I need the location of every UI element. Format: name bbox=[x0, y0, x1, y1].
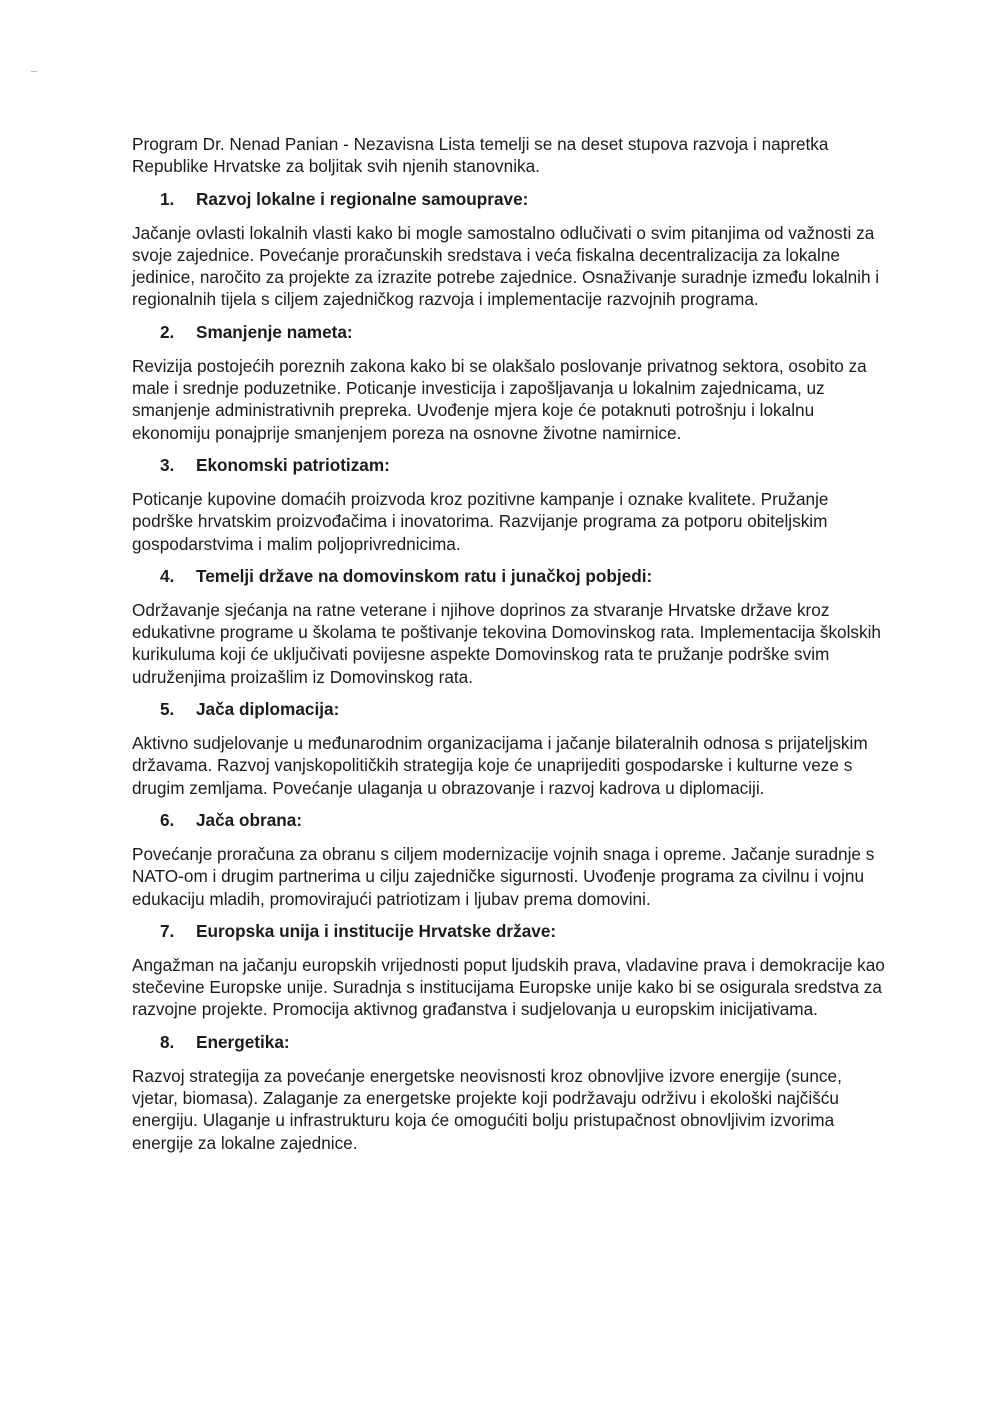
section-6 bbox=[132, 809, 892, 910]
section-body: Revizija postojećih poreznih zakona kako bi se olakšalo poslovanje privatnog sektora, osobito za male i srednje poduzetnike. Poticanje investicija i zapošljavanja u lokalnim zajednicama, uz smanjenje administrativnih prepreka. Uvođenje mjera koje će potaknuti potrošnju i lokalnu ekonomiju ponajprije smanjenjem poreza na osnovne životne namirnice. bbox=[132, 355, 867, 443]
section-number: 2. bbox=[160, 321, 175, 342]
section-number: 5. bbox=[160, 699, 175, 720]
section-1 bbox=[132, 188, 892, 311]
section-heading bbox=[160, 920, 892, 942]
section-heading bbox=[160, 698, 892, 720]
section-title: Europska unija i institucije Hrvatske države: bbox=[196, 920, 557, 941]
intro-paragraph: Program Dr. Nenad Panian - Nezavisna Lista temelji se na deset stupova razvoja i napretka Republike Hrvatske za boljitak svih njenih stanovnika. bbox=[132, 134, 829, 177]
section-body: Aktivno sudjelovanje u međunarodnim organizacijama i jačanje bilateralnih odnosa s prijateljskim državama. Razvoj vanjskopolitičkih strategija koje će unaprijediti gospodarske i kulturne veze s drugim zemljama. Povećanje ulaganja u obrazovanje i razvoj kadrova u diplomaciji. bbox=[132, 733, 868, 798]
section-title: Temelji države na domovinskom ratu i junačkoj pobjedi: bbox=[196, 565, 653, 586]
section-8 bbox=[132, 1031, 892, 1154]
section-title: Jača diplomacija: bbox=[196, 699, 340, 720]
section-heading bbox=[160, 809, 892, 831]
section-number: 3. bbox=[160, 454, 175, 475]
section-title: Jača obrana: bbox=[196, 809, 303, 830]
document-page bbox=[132, 133, 892, 1164]
section-number: 1. bbox=[160, 188, 175, 209]
section-body: Angažman na jačanju europskih vrijednosti poput ljudskih prava, vladavine prava i demokracije kao stečevine Europske unije. Suradnja s institucijama Europske unije kako bi se osigurala sredstva za razvojne projekte. Promocija aktivnog građanstva i sudjelovanja u europskim inicijativama. bbox=[132, 954, 885, 1020]
section-2 bbox=[132, 321, 892, 444]
section-body: Održavanje sjećanja na ratne veterane i njihove doprinos za stvaranje Hrvatske države kroz edukativne programe u školama te poštivanje tekovina Domovinskog rata. Implementacija školskih kurikuluma koji će uključivati povijesne aspekte Domovinskog rata te pružanje podrške svim udruženjima proizašlim iz Domovinskog rata. bbox=[132, 599, 881, 687]
section-3 bbox=[132, 454, 892, 555]
section-heading bbox=[160, 188, 892, 210]
section-heading bbox=[160, 454, 892, 476]
section-number: 8. bbox=[160, 1031, 175, 1052]
section-body: Razvoj strategija za povećanje energetske neovisnosti kroz obnovljive izvore energije (sunce, vjetar, biomasa). Zalaganje za energetske projekte koji podržavaju održivu i ekološki najčišću energiju. Ulaganje u infrastrukturu koja će omogućiti bolju pristupačnost obnovljivim izvorima energije za lokalne zajednice. bbox=[132, 1065, 842, 1153]
section-heading bbox=[160, 565, 892, 587]
section-title: Razvoj lokalne i regionalne samouprave: bbox=[196, 188, 529, 209]
section-5 bbox=[132, 698, 892, 799]
section-number: 7. bbox=[160, 920, 175, 941]
section-body: Poticanje kupovine domaćih proizvoda kroz pozitivne kampanje i oznake kvalitete. Pružanje podrške hrvatskim proizvođačima i inovatorima. Razvijanje programa za potporu obiteljskim gospodarstvima i malim poljoprivrednicima. bbox=[132, 488, 829, 554]
section-title: Ekonomski patriotizam: bbox=[196, 454, 390, 475]
section-title: Energetika: bbox=[196, 1031, 290, 1052]
section-7 bbox=[132, 920, 892, 1021]
section-4 bbox=[132, 565, 892, 688]
section-title: Smanjenje nameta: bbox=[196, 321, 353, 342]
section-number: 6. bbox=[160, 809, 175, 830]
section-heading bbox=[160, 321, 892, 343]
section-heading bbox=[160, 1031, 892, 1053]
section-body: Jačanje ovlasti lokalnih vlasti kako bi mogle samostalno odlučivati o svim pitanjima od važnosti za svoje zajednice. Povećanje proračunskih sredstava i veća fiskalna decentralizacija za lokalne jedinice, naročito za projekte za izrazite potrebe zajednice. Osnaživanje suradnje između lokalnih i regionalnih tijela s ciljem zajedničkog razvoja i implementacije razvojnih programa. bbox=[132, 222, 880, 310]
section-body: Povećanje proračuna za obranu s ciljem modernizacije vojnih snaga i opreme. Jačanje suradnje s NATO-om i drugim partnerima u cilju zajedničke sigurnosti. Uvođenje programa za civilnu i vojnu edukaciju mladih, promovirajući patriotizam i ljubav prema domovini. bbox=[132, 843, 875, 909]
scan-speck bbox=[31, 71, 37, 72]
section-number: 4. bbox=[160, 565, 175, 586]
